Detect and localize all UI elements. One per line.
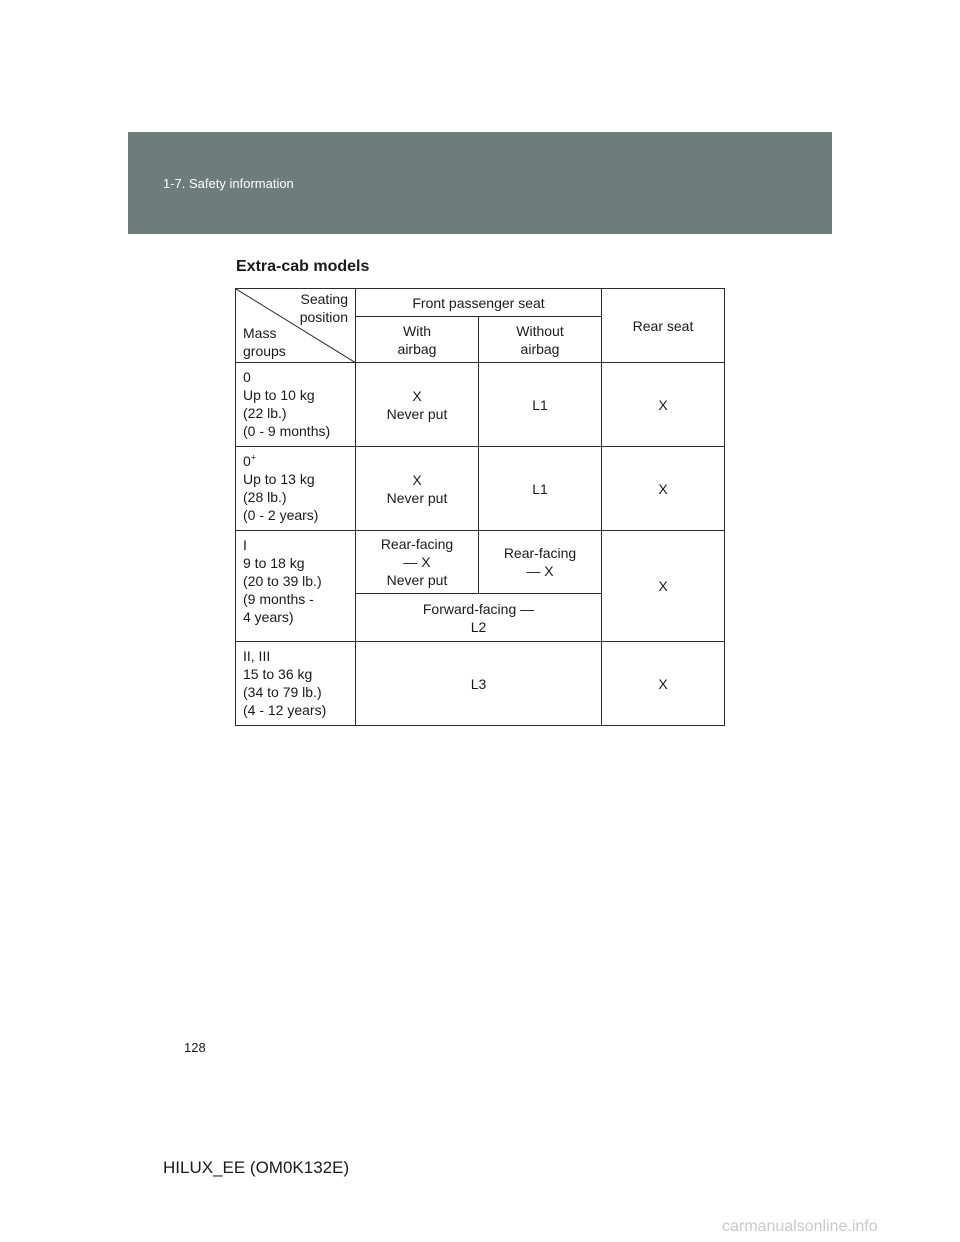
mass-group-cell: I 9 to 18 kg (20 to 39 lb.) (9 months - 4 years)	[236, 531, 356, 642]
table-row	[236, 363, 725, 447]
mass-group-cell: II, III 15 to 36 kg (34 to 79 lb.) (4 - 12 years)	[236, 642, 356, 726]
rear-seat-cell: X	[602, 642, 725, 726]
front-seat-merged-cell: L3	[356, 642, 602, 726]
without-airbag-header: Without airbag	[479, 317, 602, 363]
page-heading: Extra-cab models	[236, 258, 370, 275]
watermark: carmanualsonline.info	[722, 1218, 878, 1235]
with-airbag-cell: X Never put	[356, 447, 479, 531]
front-seat-header: Front passenger seat	[356, 289, 602, 317]
mass-groups-label: Mass groups	[243, 325, 286, 359]
with-airbag-cell: Rear-facing — X Never put	[356, 531, 479, 594]
rear-seat-cell: X	[602, 531, 725, 642]
page-number: 128	[184, 1040, 206, 1055]
rear-seat-header: Rear seat	[602, 289, 725, 363]
mass-group-cell: 0 Up to 10 kg (22 lb.) (0 - 9 months)	[236, 363, 356, 447]
table-row	[236, 642, 725, 726]
without-airbag-cell: Rear-facing — X	[479, 531, 602, 594]
with-airbag-header: With airbag	[356, 317, 479, 363]
without-airbag-cell: L1	[479, 363, 602, 447]
rear-seat-cell: X	[602, 363, 725, 447]
with-airbag-cell: X Never put	[356, 363, 479, 447]
forward-facing-cell: Forward-facing — L2	[356, 594, 602, 642]
manual-code: HILUX_EE (OM0K132E)	[163, 1158, 350, 1177]
corner-cell	[236, 289, 356, 363]
without-airbag-cell: L1	[479, 447, 602, 531]
table-row	[236, 447, 725, 531]
mass-group-cell: 0+ Up to 13 kg (28 lb.) (0 - 2 years)	[236, 447, 356, 531]
rear-seat-cell: X	[602, 447, 725, 531]
table-row	[236, 531, 725, 594]
child-seat-table	[235, 288, 725, 726]
seating-position-label: Seating position	[299, 291, 348, 325]
section-label: 1-7. Safety information	[163, 176, 294, 191]
